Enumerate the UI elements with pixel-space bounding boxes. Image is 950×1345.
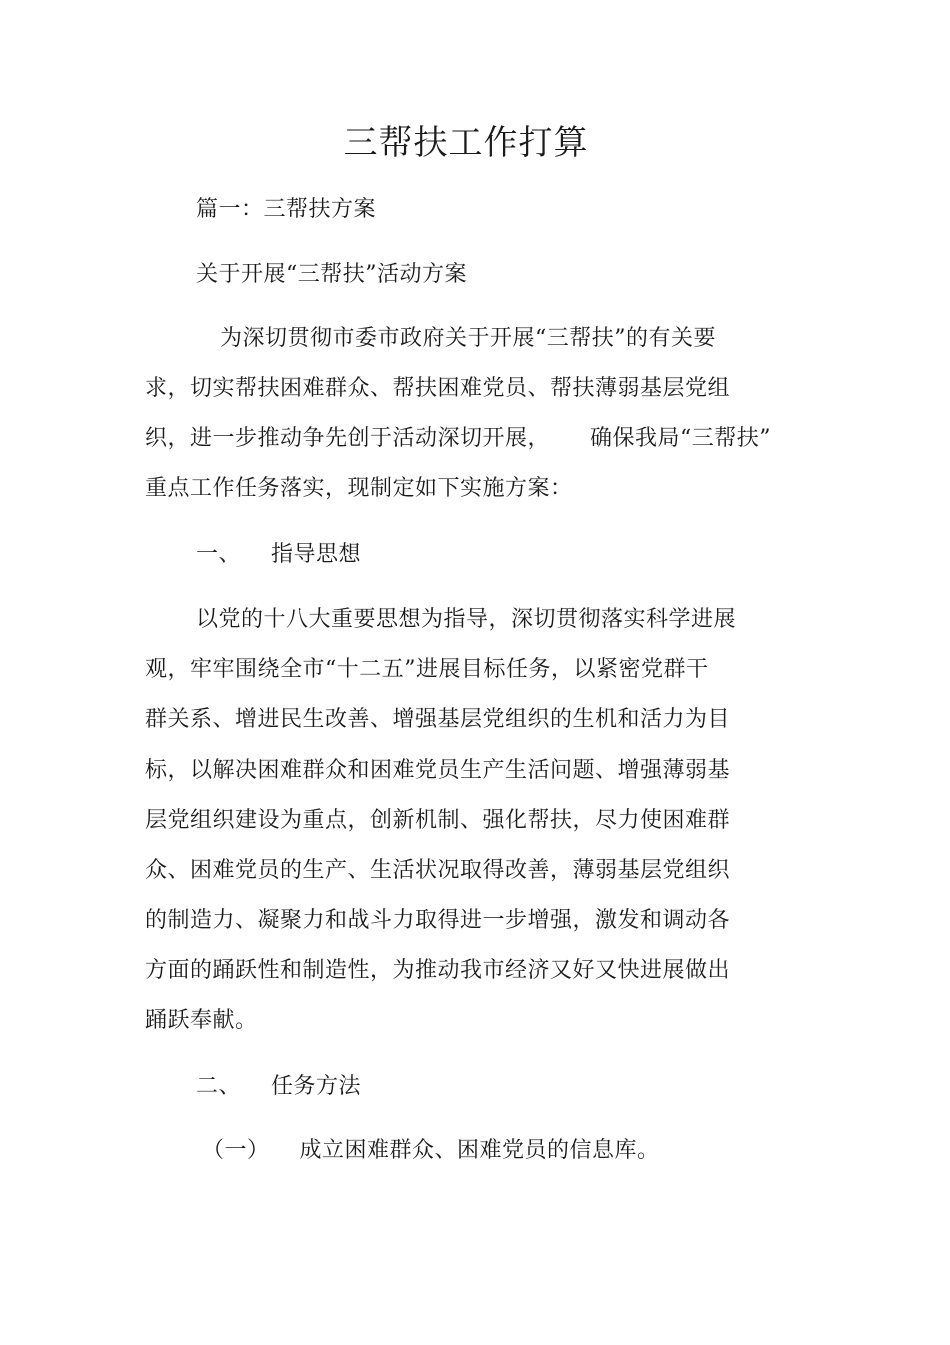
intro-line-2: 求，切实帮扶困难群众、帮扶困难党员、帮扶薄弱基层党组 [145, 376, 731, 401]
section-1-line: 众、困难党员的生产、生活状况取得改善，薄弱基层党组织 [145, 858, 731, 883]
section-1-heading [196, 540, 361, 570]
section-1-line: 的制造力、凝聚力和战斗力取得进一步增强，激发和调动各 [145, 908, 731, 933]
section-1-number: 一、 [196, 542, 242, 567]
intro-line-3 [145, 424, 771, 454]
section-1-line: 群关系、增进民生改善、增强基层党组织的生机和活力为目 [145, 707, 731, 732]
document-title: 三帮扶工作打算 [343, 123, 589, 163]
section-1-line: 层党组织建设为重点，创新机制、强化帮扶，尽力使困难群 [145, 808, 731, 833]
intro-line-4: 重点工作任务落实，现制定如下实施方案： [145, 476, 573, 501]
item-1-number: （一） [202, 1138, 270, 1163]
intro-line-3-part-a: 织，进一步推动争先创于活动深切开展， [145, 426, 551, 451]
section-2-heading [196, 1072, 361, 1102]
section-1-line: 方面的踊跃性和制造性，为推动我市经济又好又快进展做出 [145, 958, 731, 983]
intro-line-1: 为深切贯彻市委市政府关于开展“三帮扶”的有关要 [220, 326, 716, 351]
section-1-line: 以党的十八大重要思想为指导，深切贯彻落实科学进展 [196, 607, 737, 632]
item-1-text: 成立困难群众、困难党员的信息库。 [299, 1138, 660, 1163]
section-2-number: 二、 [196, 1074, 242, 1099]
document-subtitle: 篇一：三帮扶方案 [196, 197, 377, 222]
section-1-title: 指导思想 [271, 542, 362, 567]
item-1 [202, 1136, 660, 1166]
section-1-line: 标，以解决困难群众和困难党员生产生活问题、增强薄弱基 [145, 758, 731, 783]
section-2-title: 任务方法 [271, 1074, 362, 1099]
intro-line-3-part-b: 确保我局“三帮扶” [590, 426, 772, 451]
section-1-line: 观，牢牢围绕全市“十二五”进展目标任务，以紧密党群干 [145, 657, 709, 682]
plan-title: 关于开展“三帮扶”活动方案 [196, 262, 467, 287]
section-1-line: 踊跃奉献。 [145, 1008, 258, 1033]
